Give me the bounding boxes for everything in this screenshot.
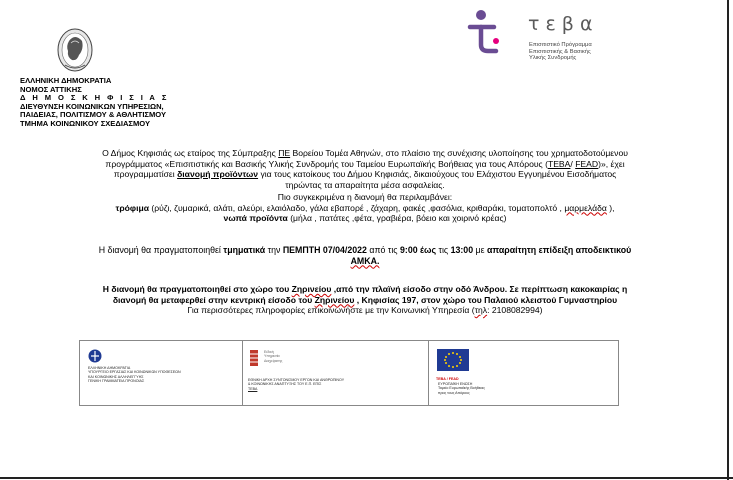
teva-subtitle-line: Επισιτιστικό Πρόγραμμα — [529, 42, 592, 48]
authority-emblem-icon — [248, 349, 260, 367]
header-line: ΔΙΕΥΘΥΝΣΗ ΚΟΙΝΩΝΙΚΩΝ ΥΠΗΡΕΣΙΩΝ, — [20, 101, 164, 111]
authority-text: ΕΘΝΙΚΗ ΑΡΧΗ ΣΥΝΤΟΝΙΣΜΟΥ ΕΡΓΩΝ ΚΑΙ ΑΝΘΡΩΠΙΝΟΥ & ΚΟΙΝΩΝΙΚΗΣ ΑΝΑΠΤΥΞΗΣ ΤΟΥ Ε.Π. ΕΠΙΣ ΤΕΒΑ — [248, 378, 345, 391]
header-line: ΝΟΜΟΣ ΑΤΤΙΚΗΣ — [20, 84, 82, 94]
ministry-text: ΕΛΛΗΝΙΚΗ ΔΗΜΟΚΡΑΤΙΑ ΥΠΟΥΡΓΕΙΟ ΕΡΓΑΣΙΑΣ ΚΑΙ ΚΟΙΝΩΝΙΚΩΝ ΥΠΟΘΕΣΕΩΝ ΚΑΙ ΚΟΙΝΩΝΙΚΗΣ ΑΛΛΗΛΕΓΓΥΗΣ ΓΕΝΙΚΗ ΓΡΑΜΜΑΤΕΙΑ ΠΡΟΝΟΙΑΣ — [88, 366, 181, 383]
teva-subtitle — [529, 42, 592, 62]
eu-text: ΕΥΡΩΠΑΪΚΗ ΕΝΩΣΗ Ταμείο Ευρωπαϊκής Βοήθειας προς τους Απόρους — [438, 382, 485, 395]
eu-flag-icon — [437, 349, 469, 371]
eu-logo-cell — [428, 341, 618, 405]
teva-subtitle-line: Υλικής Συνδρομής — [529, 55, 577, 62]
greek-state-emblem-icon — [88, 349, 102, 363]
schedule-paragraph: Η διανομή θα πραγματοποιηθεί τμηματικά την ΠΕΜΠΤΗ 07/04/2022 από τις 9:00 έως τις 13:00 με απαραίτητη επίδειξη αποδεικτικού ΑΜΚΑ. — [98, 245, 632, 266]
greek-coat-of-arms-icon — [55, 27, 95, 73]
items-paragraph: Πιο συγκεκριμένα η διανομή θα περιλαμβάνει: τρόφιμα (ρύζι, ζυμαρικά, αλάτι, αλεύρι, ελαιόλαδο, γάλα εβαπορέ , ζάχαρη, φακές ,φασόλια, κριθαράκι, τοματοπολτό , μαρμελάδα ), νωπά προϊόντα (μήλα , πατάτες ,φέτα, γραβιέρα, βόειο και χοιρινό κρέας) — [115, 192, 615, 223]
intro-paragraph: Ο Δήμος Κηφισιάς ως εταίρος της Σύμπραξης ΠΕ Βορείου Τομέα Αθηνών, στο πλαίσιο της συνέχισης υλοποίησης του χρηματοδοτούμενου προγράμματος «Επισιτιστικής και Βασικής Υλικής Συνδρομής του Ταμείου Ευρωπαϊκής Βοήθειας για τους Απόρους (ΤΕΒΑ/ FEAD)», έχει προγραμματίσει διανομή προϊόντων για τους κατοίκους του Δήμου Κηφισιάς, δικαιούχους του Ελάχιστου Εγγυημένου Εισοδήματος τηρώντας τα απαραίτητα μέσα ασφαλείας. — [102, 148, 628, 190]
funding-logos-footer — [79, 340, 619, 406]
teva-logo-icon — [466, 9, 502, 55]
header-line: ΕΛΛΗΝΙΚΗ ΔΗΜΟΚΡΑΤΙΑ — [20, 76, 112, 85]
page-border-right — [727, 0, 729, 480]
teva-wordmark: τ ε β α — [528, 13, 593, 35]
header-line: ΤΜΗΜΑ ΚΟΙΝΩΝΙΚΟΥ ΣΧΕΔΙΑΣΜΟΥ — [20, 118, 151, 128]
authority-logo-text: Ειδική Υπηρεσία Διαχείρισης — [264, 350, 283, 363]
authority-logo-cell — [242, 341, 429, 405]
header-line: Δ Η Μ Ο Σ Κ Η Φ Ι Σ Ι Α Σ — [20, 93, 169, 103]
header-line: ΠΑΙΔΕΙΑΣ, ΠΟΛΙΤΙΣΜΟΥ & ΑΘΛΗΤΙΣΜΟΥ — [20, 110, 167, 120]
location-paragraph: Η διανομή θα πραγματοποιηθεί στο χώρο του Ζηρινείου ,από την πλαϊνή είσοδο στην οδό Άνδρου. Σε περίπτωση κακοκαιρίας η διανομή θα μεταφερθεί στην κεντρική είσοδο του Ζηρινείου , Κηφισίας 197, στον χώρο του Παλαιού κλειστού Γυμναστηρίου Για περισσότερες πληροφορίες επικοινωνήστε με την Κοινωνική Υπηρεσία (τηλ: 2108082994) — [102, 284, 628, 315]
fead-label: ΤΕΒΑ / FEAD — [436, 377, 459, 381]
page-border-bottom — [0, 477, 733, 479]
teva-subtitle-line: Επισιτιστικής & Βασικής — [529, 48, 591, 55]
municipality-header — [20, 77, 169, 129]
ministry-logo-cell — [80, 341, 243, 405]
